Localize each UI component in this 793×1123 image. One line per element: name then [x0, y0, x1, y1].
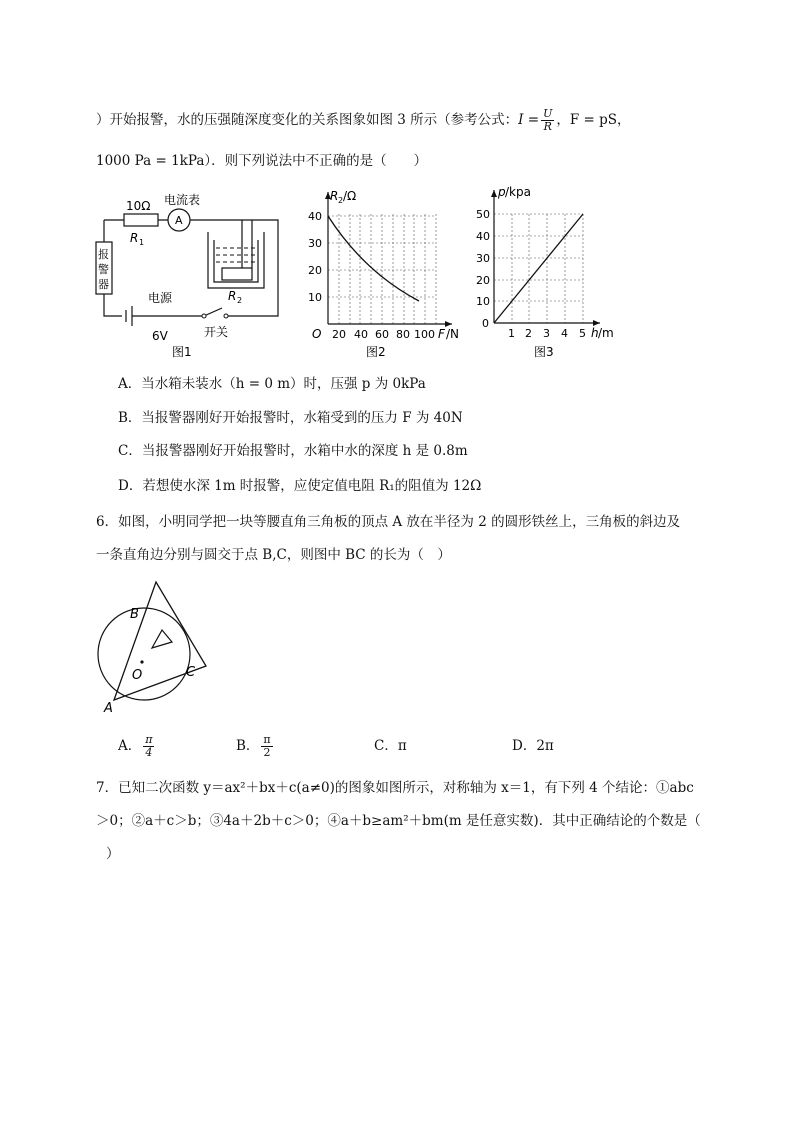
- q5-option-d: D．若想使水深 1m 时报警，应使定值电阻 R₁的阻值为 12Ω: [118, 478, 482, 494]
- q6-option-b-label: B．: [236, 738, 260, 754]
- q6-option-c: C．π: [374, 738, 407, 754]
- fig3-caption: 图3: [534, 345, 554, 359]
- fig3-xtick-1: 1: [508, 327, 515, 340]
- q6-option-a-label: A．: [118, 738, 142, 754]
- q7-line3: ）: [106, 846, 120, 862]
- fig2-xtick-100: 100: [414, 328, 435, 341]
- point-a-label: A: [104, 701, 113, 716]
- fraction-numerator: π: [263, 733, 271, 746]
- alarm-char-3: 器: [98, 278, 109, 291]
- q7-line1: 7．已知二次函数 y＝ax²＋bx＋c(a≠0)的图象如图所示，对称轴为 x＝1，有下列 4 个结论：①abc: [96, 780, 694, 796]
- fig3-ylabel-unit: /kpa: [505, 185, 531, 199]
- fig3-xtick-3: 3: [543, 327, 550, 340]
- fig2-ytick-20: 20: [308, 264, 322, 277]
- alarm-char-1: 报: [98, 248, 109, 261]
- q6-option-b: [236, 734, 275, 759]
- q6-option-d: D．2π: [512, 738, 554, 754]
- q6-option-a: [118, 734, 156, 759]
- r1-sub: 1: [139, 238, 145, 247]
- r2-curve: [328, 216, 419, 301]
- fig2-ylabel-unit: /Ω: [343, 189, 357, 203]
- fig3-ytick-50: 50: [476, 208, 490, 221]
- fig3-ytick-40: 40: [476, 230, 490, 243]
- voltage-label: 6V: [152, 329, 168, 343]
- fig3-xlabel-unit: /m: [598, 326, 614, 340]
- fig3-ytick-20: 20: [476, 274, 490, 287]
- formula-f: ，F = pS，: [556, 112, 631, 128]
- fig3-ytick-10: 10: [476, 295, 490, 308]
- q5-option-c: C．当报警器刚好开始报警时，水箱中水的深度 h 是 0.8m: [118, 443, 468, 459]
- circuit-figure: [92, 188, 292, 360]
- pressure-line: [494, 214, 583, 323]
- fig2-ytick-40: 40: [308, 210, 322, 223]
- fig2-caption: 图2: [366, 345, 386, 359]
- point-b-label: B: [130, 607, 139, 622]
- fig2-xtick-80: 80: [396, 328, 410, 341]
- fraction-denominator: 2: [263, 746, 271, 759]
- fig2-ylabel-sub: 2: [338, 196, 344, 205]
- fig2-xtick-60: 60: [375, 328, 389, 341]
- fig2-xlabel: F: [438, 327, 445, 341]
- point-c-label: C: [186, 665, 196, 680]
- q6-option-b-fraction: [261, 734, 272, 759]
- fig2-ytick-10: 10: [308, 291, 322, 304]
- fig2-origin: O: [312, 327, 322, 341]
- r1-value-label: 10Ω: [126, 199, 151, 213]
- fig2-ylabel: R: [330, 189, 339, 203]
- fig3-origin: 0: [482, 317, 489, 330]
- circle-triangle-figure: [94, 576, 218, 716]
- fig2-ytick-30: 30: [308, 237, 322, 250]
- switch-label: 开关: [204, 325, 229, 339]
- fig3-xlabel: h: [591, 326, 599, 340]
- fig3-xtick-5: 5: [579, 327, 586, 340]
- fig3-ytick-30: 30: [476, 252, 490, 265]
- q6-line1: 6．如图，小明同学把一块等腰直角三角板的顶点 A 放在半径为 2 的圆形铁丝上，三角板的斜边及: [96, 514, 681, 530]
- fig2-chart: [302, 184, 474, 362]
- fig2-xtick-40: 40: [354, 328, 368, 341]
- fig2-xtick-20: 20: [332, 328, 346, 341]
- fig2-xlabel-unit: /N: [446, 327, 460, 341]
- r2-label: R: [228, 289, 237, 303]
- q6-line2: 一条直角边分别与圆交于点 B,C，则图中 BC 的长为（ ）: [96, 547, 451, 563]
- fig3-xtick-2: 2: [525, 327, 532, 340]
- q5-option-a: A．当水箱未装水（h = 0 m）时，压强 p 为 0kPa: [118, 376, 426, 392]
- alarm-char-2: 警: [98, 263, 109, 276]
- fig3-xtick-4: 4: [561, 327, 568, 340]
- q5-line1-text: ）开始报警，水的压强随深度变化的关系图象如图 3 所示（参考公式：: [96, 112, 519, 128]
- fraction-u-over-r: [541, 108, 554, 133]
- r2-sub: 2: [237, 296, 243, 305]
- formula-i: I =: [518, 112, 540, 128]
- fraction-numerator: U: [543, 107, 553, 120]
- ammeter-symbol: A: [175, 214, 183, 227]
- fig3-ylabel: p: [498, 185, 506, 199]
- q5-option-b: B．当报警器刚好开始报警时，水箱受到的压力 F 为 40N: [118, 410, 463, 426]
- q5-line1: [96, 108, 631, 133]
- fig3-chart: [476, 184, 626, 362]
- q6-option-a-fraction: [143, 734, 154, 759]
- q7-line2: ＞0；②a＋c＞b；③4a＋2b＋c＞0；④a＋b≥am²＋bm(m 是任意实数)．其中正确结论的个数是（: [96, 813, 701, 829]
- ammeter-label: 电流表: [164, 193, 201, 207]
- fraction-denominator: R: [543, 120, 552, 133]
- point-o-label: O: [132, 668, 143, 683]
- source-label: 电源: [148, 291, 173, 305]
- r1-label: R: [130, 231, 139, 245]
- fraction-denominator: 4: [145, 746, 153, 759]
- fig1-caption: 图1: [172, 345, 192, 359]
- q5-line2: 1000 Pa = 1kPa）．则下列说法中不正确的是（ ）: [96, 153, 428, 169]
- fraction-numerator: π: [145, 733, 153, 746]
